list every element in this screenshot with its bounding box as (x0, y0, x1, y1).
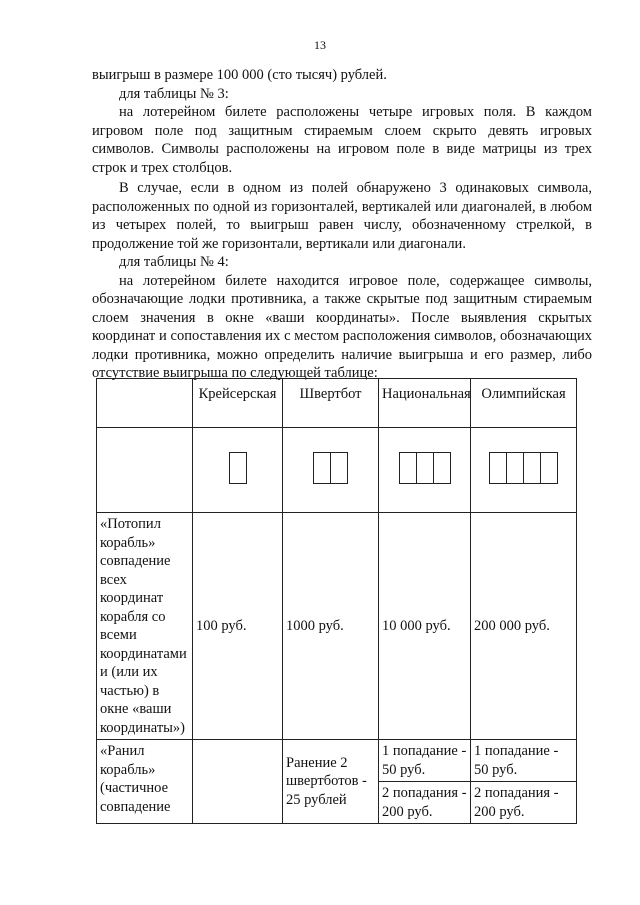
header-dinghy: Швертбот (283, 379, 379, 428)
hit-label: «Ранил корабль» (частичное совпадение (97, 740, 193, 824)
paragraph: для таблицы № 3: (119, 85, 229, 102)
sunk-value-national: 10 000 руб. (379, 513, 471, 740)
ship-grid (399, 452, 451, 484)
sunk-value-dinghy: 1000 руб. (283, 513, 379, 740)
sunk-label: «Потопил корабль» совпадение всех координат корабля со всеми координатами и (или их частью) в окне «ваши координаты») (97, 513, 193, 740)
ship-grid (313, 452, 348, 484)
ship-cell (434, 453, 450, 483)
header-row (97, 379, 577, 428)
hit-value-olympic-2: 2 попадания - 200 руб. (471, 782, 577, 824)
ship-icon-empty (97, 428, 193, 513)
ship-3-cell-icon (379, 428, 471, 513)
ship-grid (229, 452, 247, 484)
page-number: 13 (314, 38, 326, 52)
hit-value-dinghy: Ранение 2 швертботов - 25 рублей (283, 740, 379, 824)
body-text (92, 66, 592, 383)
hit-value-olympic-1: 1 попадание - 50 руб. (471, 740, 577, 782)
hit-value-cruiser (193, 740, 283, 824)
header-empty (97, 379, 193, 428)
sunk-value-cruiser: 100 руб. (193, 513, 283, 740)
sunk-row (97, 513, 577, 740)
ship-cell (541, 453, 557, 483)
ship-cell (490, 453, 507, 483)
ship-cell (524, 453, 541, 483)
header-olympic: Олимпийская (471, 379, 577, 428)
paragraph: В случае, если в одном из полей обнаружено 3 одинаковых символа, расположенных по одной из горизонталей, вертикалей или диагоналей, в любом из четырех полей, то выигрыш равен числу, обозначенному стрелкой, в продолжение той же горизонтали, вертикали или диагонали. (92, 180, 592, 252)
ship-cell (331, 453, 347, 483)
hit-value-national-1: 1 попадание - 50 руб. (379, 740, 471, 782)
paragraph: на лотерейном билете расположены четыре игровых поля. В каждом игровом поле под защитным стираемым слоем скрыто девять игровых символов. Символы расположены на игровом поле в виде матрицы из трех строк и трех столбцов. (92, 104, 592, 176)
ship-1-cell-icon (193, 428, 283, 513)
prize-table (96, 378, 577, 824)
ship-cell (400, 453, 417, 483)
ship-2-cell-icon (283, 428, 379, 513)
ship-cell (314, 453, 331, 483)
ship-cell (417, 453, 434, 483)
sunk-value-olympic: 200 000 руб. (471, 513, 577, 740)
header-national: Национальная (379, 379, 471, 428)
paragraph: для таблицы № 4: (119, 254, 229, 270)
paragraph: выигрыш в размере 100 000 (сто тысяч) рублей. (92, 67, 387, 83)
ship-icon-row (97, 428, 577, 513)
header-cruiser: Крейсерская (193, 379, 283, 428)
ship-grid (489, 452, 558, 484)
hit-row-1 (97, 740, 577, 782)
ship-cell (230, 453, 246, 483)
ship-cell (507, 453, 524, 483)
ship-4-cell-icon (471, 428, 577, 513)
paragraph: на лотерейном билете находится игровое поле, содержащее символы, обозначающие лодки противника, а также скрытые под защитным стираемым слоем значения в окне «ваши координаты». После выявления скрытых координат и сопоставления их с местом расположения символов, обозначающих лодки противника, можно определить наличие выигрыша и его размер, либо отсутствие выигрыша по следующей таблице: (92, 272, 592, 381)
hit-value-national-2: 2 попадания - 200 руб. (379, 782, 471, 824)
